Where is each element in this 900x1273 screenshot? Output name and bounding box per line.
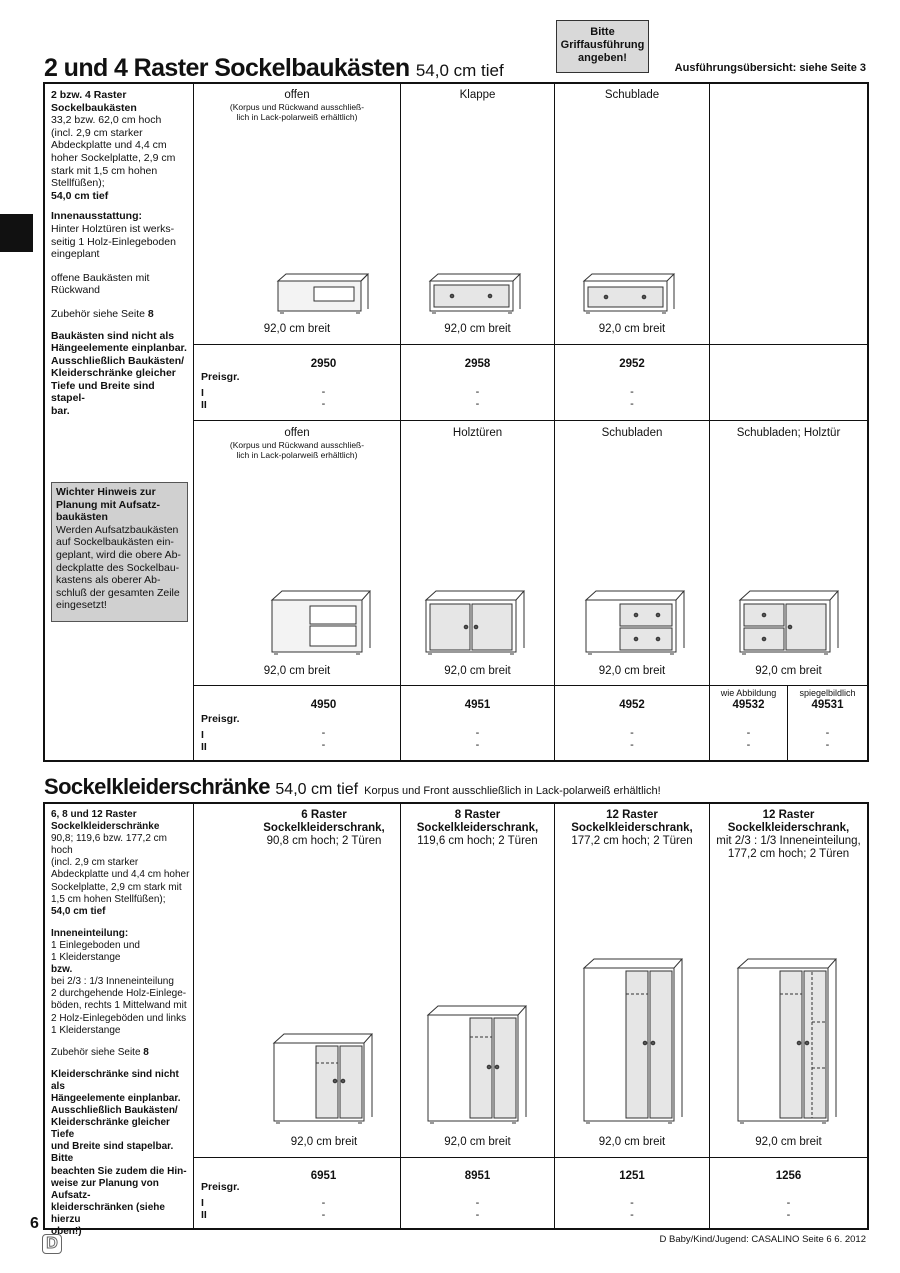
- width-label: 92,0 cm breit: [598, 1136, 666, 1148]
- price-dash: -: [321, 739, 326, 751]
- head-note: lich in Lack-polarweiß erhältlich): [236, 112, 358, 122]
- desc-line: 54,0 cm tief: [51, 189, 109, 202]
- price-label: Preisgr.: [201, 713, 240, 725]
- desc-line: 1 Einlegeboden und: [51, 939, 140, 951]
- price-dash: -: [630, 739, 634, 751]
- article-code: 49531: [811, 699, 844, 711]
- price-group-1: I: [201, 729, 204, 741]
- desc-line: Abdeckplatte und 4,4 cm hoher: [51, 869, 190, 881]
- desc-line: weise zur Planung von Aufsatz-: [51, 1177, 159, 1201]
- two-drawer-cabinet-drawing: [584, 590, 688, 658]
- head-line: 12 Raster: [606, 809, 658, 821]
- price-dash: -: [321, 386, 326, 398]
- desc-line: Kleiderschränke gleicher Tiefe: [51, 1117, 170, 1141]
- price-group-label: [201, 371, 240, 411]
- desc-line: Stellfüßen);: [51, 177, 105, 190]
- desc-line: oben!): [51, 1226, 82, 1237]
- wardrobe-12-split-drawing: [736, 958, 840, 1127]
- section1-description: [51, 89, 191, 418]
- desc-line: Kleiderschränke gleicher: [51, 367, 176, 380]
- wardrobe-header-8: [401, 809, 554, 848]
- desc-line: Inneneinteilung:: [51, 927, 129, 939]
- width-label: 92,0 cm breit: [290, 1136, 358, 1148]
- price-label: Preisgr.: [201, 1181, 240, 1193]
- price-dash: -: [475, 398, 480, 410]
- divider: [193, 84, 194, 760]
- desc-line: 1 Kleiderstange: [51, 1024, 121, 1036]
- desc-line: 1,5 cm hohen Stellfüßen);: [51, 893, 166, 905]
- finish-note: Korpus und Front ausschließlich in Lack-polarweiß erhältlich!: [364, 785, 661, 797]
- footer-text: D Baby/Kind/Jugend: CASALINO Seite 6 6. 2012: [659, 1234, 866, 1245]
- desc-line: Zubehör siehe Seite: [51, 1046, 144, 1058]
- variant-label: wie Abbildung: [720, 688, 777, 698]
- price-dash: -: [630, 1197, 634, 1209]
- desc-line: Hängeelemente einplanbar.: [51, 1092, 181, 1104]
- desc-line: stark mit 1,5 cm hohen: [51, 164, 158, 177]
- price-dash: -: [475, 739, 480, 751]
- desc-line: Tiefe und Breite sind stapel-: [51, 379, 155, 405]
- head-line: Sockelkleiderschrank,: [416, 822, 539, 834]
- price-dash: -: [630, 1209, 634, 1221]
- open-low-cabinet-drawing: [276, 273, 372, 317]
- column-header-drawers: Schubladen: [601, 427, 663, 439]
- desc-line: Sockelplatte, 2,9 cm stark mit: [51, 881, 182, 893]
- title-text: Sockelkleiderschränke: [44, 774, 270, 799]
- page-title: [44, 54, 504, 83]
- warn-line: deckplatte des Sockelbau-: [56, 561, 180, 574]
- section2-title: [44, 774, 661, 800]
- column-header-wood-doors: Holztüren: [452, 427, 503, 439]
- column-header-drawer: Schublade: [604, 89, 660, 101]
- desc-line: kleiderschränken (siehe hierzu: [51, 1201, 165, 1225]
- column-header-flap: Klappe: [459, 89, 496, 101]
- desc-line: 2 bzw. 4 Raster: [51, 89, 127, 101]
- warn-line: baukästen: [56, 511, 108, 524]
- price-value: [401, 727, 554, 751]
- article-code: 49532: [732, 699, 765, 711]
- divider: [193, 1157, 867, 1158]
- section2-description: [51, 809, 192, 1238]
- desc-line: eingeplant: [51, 248, 100, 261]
- head-label: offen: [284, 89, 310, 101]
- price-dash: -: [630, 386, 634, 398]
- article-code: 4951: [464, 699, 491, 711]
- head-line: 90,8 cm hoch; 2 Türen: [266, 835, 382, 847]
- overview-reference: Ausführungsübersicht: siehe Seite 3: [674, 62, 866, 74]
- price-dash: -: [630, 398, 634, 410]
- warn-line: geplant, wird die obere Ab-: [56, 548, 181, 561]
- desc-line: (incl. 2,9 cm starker: [51, 126, 143, 139]
- column-header-open: [194, 89, 400, 123]
- width-label: 92,0 cm breit: [263, 665, 331, 677]
- title-depth: 54,0 cm tief: [415, 61, 504, 80]
- planning-warning-box: [51, 482, 188, 622]
- price-label: Preisgr.: [201, 371, 240, 383]
- head-note: (Korpus und Rückwand ausschließ-: [229, 102, 365, 112]
- desc-line: hoher Sockelplatte, 2,9 cm: [51, 151, 176, 164]
- title-depth: 54,0 cm tief: [275, 781, 359, 798]
- desc-line: 2 Holz-Einlegeböden und links: [51, 1012, 187, 1024]
- price-dash: -: [321, 398, 326, 410]
- price-dash: -: [321, 1197, 326, 1209]
- wardrobe-header-6: [248, 809, 400, 848]
- desc-line: 90,8; 119,6 bzw. 177,2 cm: [51, 833, 168, 845]
- price-dash: -: [825, 739, 830, 751]
- warn-line: Planung mit Aufsatz-: [56, 498, 161, 511]
- handle-note-line: Griffausführung: [560, 39, 645, 51]
- page-number: 6: [30, 1215, 39, 1232]
- divider: [709, 84, 710, 760]
- two-door-cabinet-drawing: [424, 590, 528, 658]
- divider: [193, 685, 867, 686]
- warn-line: schluß der gesamten Zeile: [56, 586, 180, 599]
- divider: [193, 344, 867, 345]
- divider: [554, 804, 555, 1228]
- flap-low-cabinet-drawing: [428, 273, 524, 317]
- price-value: [555, 386, 709, 410]
- desc-line: Ausschließlich Baukästen/: [51, 1105, 178, 1117]
- warn-line: Werden Aufsatzbaukästen: [56, 523, 179, 536]
- price-value: [247, 727, 400, 751]
- head-line: mit 2/3 : 1/3 Inneneinteilung,: [716, 835, 861, 847]
- price-dash: -: [786, 1209, 791, 1221]
- price-value: [247, 1197, 400, 1221]
- price-dash: -: [825, 727, 830, 739]
- desc-line: (incl. 2,9 cm starker: [51, 857, 139, 869]
- warn-line: eingesetzt!: [56, 599, 107, 612]
- article-code: 2958: [464, 358, 491, 370]
- divider: [400, 804, 401, 1228]
- price-dash: -: [746, 727, 751, 739]
- head-line: Sockelkleiderschrank,: [263, 822, 385, 834]
- desc-line: beachten Sie zudem die Hin-: [51, 1165, 187, 1177]
- open-high-cabinet-drawing: [270, 590, 374, 658]
- desc-line: 2 durchgehende Holz-Einlege-: [51, 988, 187, 1000]
- price-dash: -: [475, 386, 480, 398]
- desc-line: Kleiderschränke sind nicht als: [51, 1068, 179, 1092]
- desc-line: Sockelkleiderschränke: [51, 821, 160, 833]
- handle-note-line: angeben!: [578, 52, 627, 64]
- head-label: offen: [284, 427, 310, 439]
- head-line: 12 Raster: [762, 809, 815, 821]
- article-code: 4952: [619, 699, 645, 711]
- price-group-2: II: [201, 741, 207, 753]
- article-code: 1256: [775, 1170, 802, 1182]
- head-line: Sockelkleiderschrank,: [727, 822, 850, 834]
- width-label: 92,0 cm breit: [444, 323, 511, 335]
- desc-line: und Breite sind stapelbar. Bitte: [51, 1141, 174, 1165]
- desc-line: Sockelbaukästen: [51, 101, 137, 114]
- width-label: 92,0 cm breit: [444, 1136, 511, 1148]
- price-value: [247, 386, 400, 410]
- drawer-low-cabinet-drawing: [582, 273, 678, 317]
- price-group-1: I: [201, 1197, 204, 1209]
- desc-line: Rückwand: [51, 284, 101, 297]
- desc-line: 6, 8 und 12 Raster: [51, 809, 137, 820]
- desc-line: Hängeelemente einplanbar.: [51, 342, 187, 355]
- article-code: 1251: [619, 1170, 645, 1182]
- warn-line: kastens als oberer Ab-: [56, 574, 161, 587]
- desc-line: seitig 1 Holz-Einlegeboden: [51, 235, 176, 248]
- wardrobe-12-drawing: [582, 958, 686, 1127]
- desc-line: Baukästen sind nicht als: [51, 329, 175, 342]
- price-value: [401, 1197, 554, 1221]
- article-code: 2952: [619, 358, 645, 370]
- handle-note-line: Bitte: [590, 26, 615, 38]
- price-dash: -: [475, 727, 480, 739]
- price-group-1: I: [201, 387, 204, 399]
- divider: [193, 804, 194, 1228]
- variant-label: spiegelbildlich: [799, 688, 856, 698]
- width-label: 92,0 cm breit: [598, 323, 666, 335]
- wardrobe-header-12: [555, 809, 709, 848]
- desc-line: 33,2 bzw. 62,0 cm hoch: [51, 114, 162, 127]
- width-label: 92,0 cm breit: [755, 665, 822, 677]
- wardrobe-6-drawing: [272, 1033, 376, 1127]
- price-group-2: II: [201, 1209, 207, 1221]
- price-group-2: II: [201, 399, 207, 411]
- column-header-drawers-door: Schubladen; Holztür: [736, 427, 841, 439]
- warn-line: auf Sockelbaukästen ein-: [56, 536, 174, 549]
- drawers-door-cabinet-drawing: [738, 590, 842, 658]
- price-dash: -: [321, 1209, 326, 1221]
- head-line: 177,2 cm hoch; 2 Türen: [571, 835, 693, 847]
- width-label: 92,0 cm breit: [598, 665, 666, 677]
- language-mark: D: [42, 1234, 62, 1254]
- price-dash: -: [630, 727, 634, 739]
- price-value: [710, 1197, 867, 1221]
- desc-line: bei 2/3 : 1/3 Inneneinteilung: [51, 976, 174, 988]
- head-line: Sockelkleiderschrank,: [571, 822, 693, 834]
- desc-line: Innenausstattung:: [51, 210, 142, 223]
- price-dash: -: [786, 1197, 791, 1209]
- article-code: 2950: [310, 358, 337, 370]
- head-line: 119,6 cm hoch; 2 Türen: [417, 835, 538, 847]
- price-value: [555, 727, 709, 751]
- section-tab-marker: [0, 214, 33, 252]
- price-group-label: [201, 1181, 240, 1221]
- divider: [709, 804, 710, 1228]
- head-note: lich in Lack-polarweiß erhältlich): [236, 450, 358, 460]
- head-note: (Korpus und Rückwand ausschließ-: [229, 440, 365, 450]
- handle-note-box: [556, 20, 649, 73]
- width-label: 92,0 cm breit: [755, 1136, 822, 1148]
- price-dash: -: [321, 727, 326, 739]
- desc-line: 1 Kleiderstange: [51, 952, 121, 964]
- price-dash: -: [475, 1197, 480, 1209]
- desc-line: 54,0 cm tief: [51, 905, 106, 917]
- divider: [554, 84, 555, 760]
- price-dash: -: [475, 1209, 480, 1221]
- desc-line: Ausschließlich Baukästen/: [51, 354, 185, 367]
- wardrobe-8-drawing: [426, 1005, 530, 1127]
- price-value: [710, 727, 787, 751]
- divider: [400, 84, 401, 760]
- article-code: 8951: [464, 1170, 491, 1182]
- desc-line: Hinter Holztüren ist werks-: [51, 222, 175, 235]
- desc-line: Zubehör siehe Seite: [51, 307, 148, 320]
- wardrobe-header-12-split: [710, 809, 867, 861]
- warn-line: Wichter Hinweis zur: [56, 486, 156, 498]
- desc-line: böden, rechts 1 Mittelwand mit: [51, 1000, 187, 1012]
- price-group-label: [201, 713, 240, 753]
- price-value: [555, 1197, 709, 1221]
- title-text: 2 und 4 Raster Sockelbaukästen: [44, 54, 410, 82]
- head-line: 6 Raster: [301, 809, 347, 821]
- head-line: 8 Raster: [454, 809, 501, 821]
- width-label: 92,0 cm breit: [444, 665, 511, 677]
- divider: [193, 420, 867, 421]
- article-code: 4950: [310, 699, 337, 711]
- page-ref: 8: [143, 1046, 149, 1058]
- price-value: [401, 386, 554, 410]
- desc-line: hoch: [51, 845, 73, 857]
- price-value: [788, 727, 867, 751]
- article-code: 6951: [310, 1170, 337, 1182]
- width-label: 92,0 cm breit: [263, 323, 331, 335]
- head-line: 177,2 cm hoch; 2 Türen: [727, 848, 850, 860]
- desc-line: offene Baukästen mit: [51, 271, 150, 284]
- desc-line: bzw.: [51, 964, 73, 976]
- desc-line: Abdeckplatte und 4,4 cm: [51, 139, 167, 152]
- desc-line: bar.: [51, 405, 70, 418]
- price-dash: -: [746, 739, 751, 751]
- column-header-open-4: [194, 427, 400, 461]
- page-ref: 8: [147, 307, 154, 320]
